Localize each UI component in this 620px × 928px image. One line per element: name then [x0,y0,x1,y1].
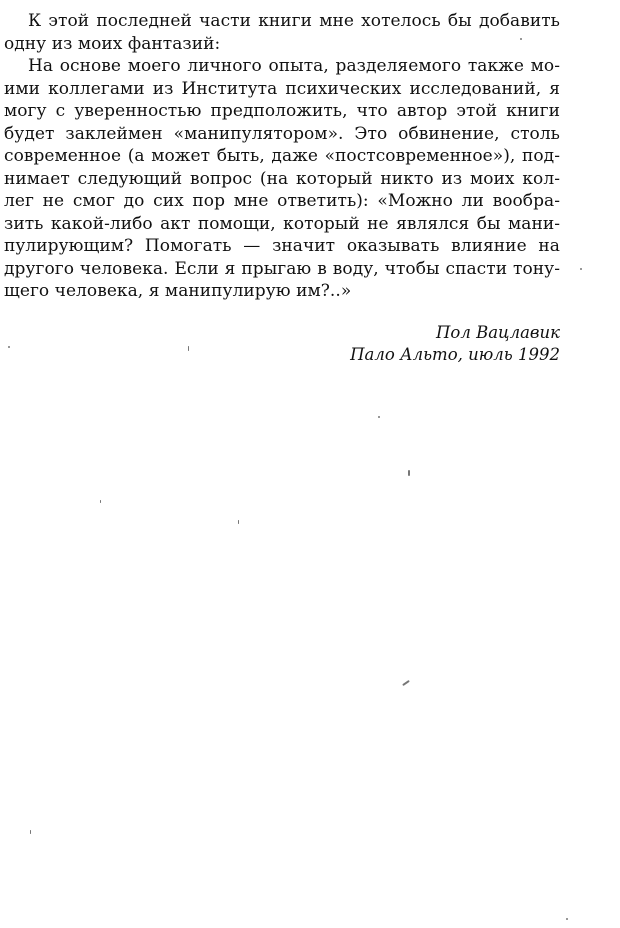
text-line: одну из моих фантазий: [4,33,221,54]
text-line: На основе моего личного опыта, разделяемого также мо- [28,56,560,76]
text-line: нимает следующий вопрос (на который никто из моих кол- [4,168,560,189]
text-line: другого человека. Если я прыгаю в воду, чтобы спасти тону- [4,258,560,279]
scan-speck [580,268,582,270]
scan-speck [238,520,239,524]
text-line: могу с уверенностью предположить, что автор этой книги [4,101,560,121]
scan-speck [566,918,568,920]
main-text [4,10,560,303]
scan-speck [402,680,410,686]
scan-speck [378,416,380,418]
text-line: пулирующим? Помогать — значит оказывать влияние на [4,236,560,256]
text-line: щего человека, я манипулирую им?..» [4,281,352,301]
text-line: зить какой-либо акт помощи, который не являлся бы мани- [4,213,560,234]
text-line: К этой последней части книги мне хотелось бы добавить [28,11,560,31]
signature-author: Пол Вацлавик [436,323,560,342]
text-line: ими коллегами из Института психических исследований, я [4,78,560,99]
scan-speck [100,500,101,503]
paragraph-intro [4,10,560,55]
text-line: будет заклеймен «манипулятором». Это обвинение, столь [4,123,560,144]
scan-speck [188,346,189,351]
text-line: современное (а может быть, даже «постсовременное»), под- [4,146,560,166]
signature [350,322,560,366]
scan-speck [408,470,410,476]
scan-speck [520,38,522,40]
scan-speck [30,830,31,834]
signature-place-date: Пало Альто, июль 1992 [350,345,560,364]
paragraph-main [4,55,560,303]
scan-speck [8,346,10,348]
text-line: лег не смог до сих пор мне ответить): «Можно ли вообра- [4,191,560,211]
